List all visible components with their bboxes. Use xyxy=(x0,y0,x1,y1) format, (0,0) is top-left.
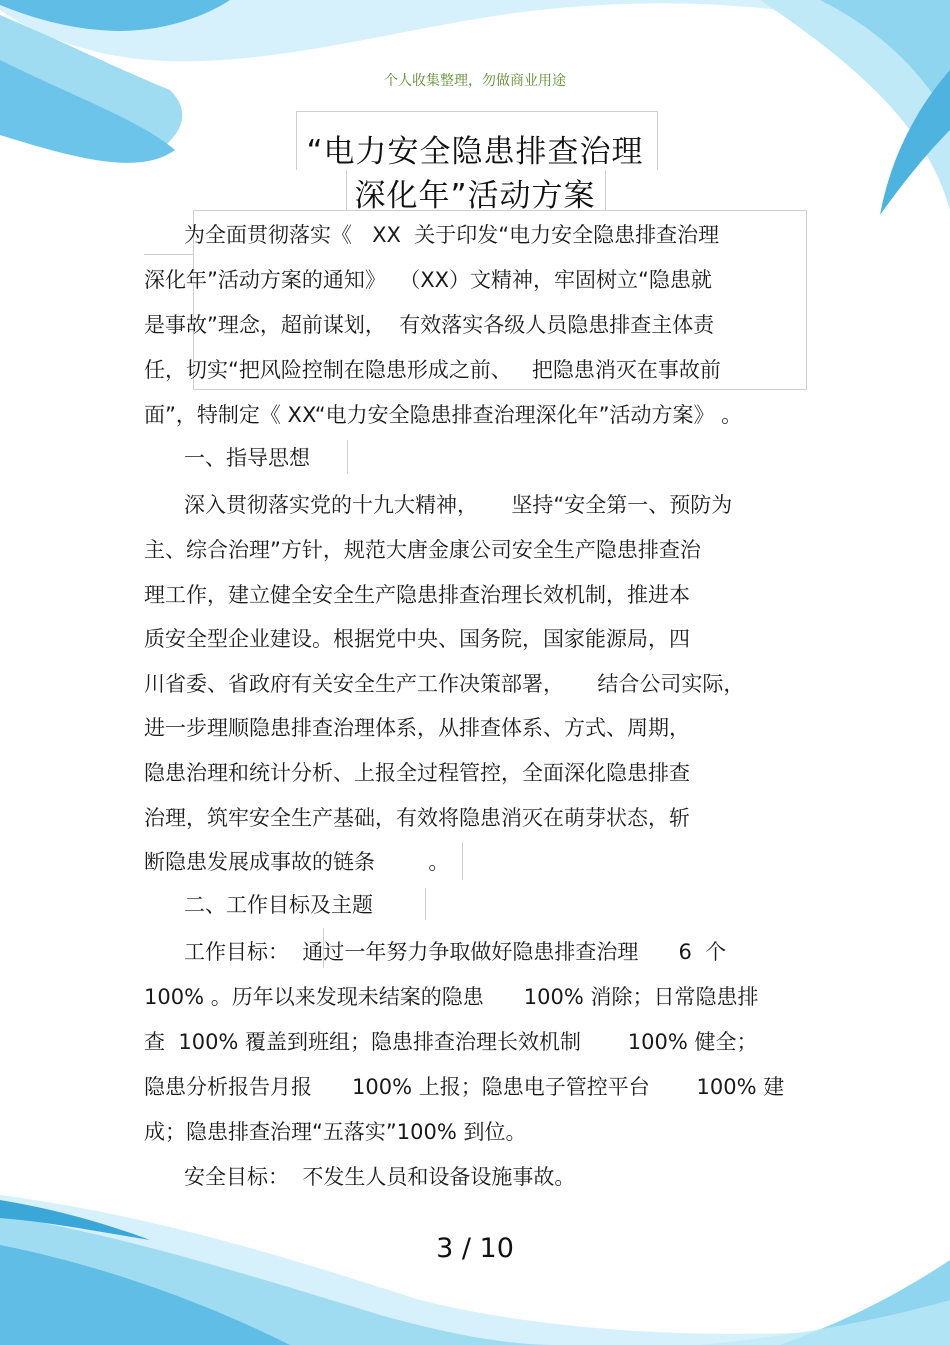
body-line: 质安全型企业建设。根据党中央、国务院，国家能源局，四 xyxy=(144,627,690,651)
body-line: 治理，筑牢安全生产基础，有效将隐患消灭在萌芽状态，斩 xyxy=(144,806,690,830)
body-line: 深入贯彻落实党的十九大精神， 坚持“安全第一、预防为 xyxy=(144,493,733,517)
body-line: 主、综合治理”方针，规范大唐金康公司安全生产隐患排查治 xyxy=(144,538,701,562)
document-title-line-2: 深化年”活动方案 xyxy=(354,178,596,214)
body-line: 理工作，建立健全安全生产隐患排查治理长效机制，推进本 xyxy=(144,583,690,607)
document-title-line-1: “电力安全隐患排查治理 xyxy=(306,134,644,170)
body-line: 工作目标： 通过一年努力争取做好隐患排查治理 6 个 xyxy=(144,940,727,964)
body-line: 隐患分析报告月报 100% 上报；隐患电子管控平台 100% 建 xyxy=(144,1075,785,1099)
body-line: 100% 。历年以来发现未结案的隐患 100% 消除；日常隐患排 xyxy=(144,985,759,1009)
body-line: 深化年”活动方案的通知》 （XX）文精神，牢固树立“隐患就 xyxy=(144,268,712,292)
body-line: 进一步理顺隐患排查治理体系，从排查体系、方式、周期， xyxy=(144,716,690,740)
body-line: 查 100% 覆盖到班组；隐患排查治理长效机制 100% 健全； xyxy=(144,1030,758,1054)
header-note: 个人收集整理，勿做商业用途 xyxy=(384,73,566,89)
body-line: 面”，特制定《 XX“电力安全隐患排查治理深化年”活动方案》 。 xyxy=(144,403,743,427)
body-line: 断隐患发展成事故的链条 。 xyxy=(144,850,450,874)
body-line: 是事故”理念，超前谋划， 有效落实各级人员隐患排查主体责 xyxy=(144,313,715,337)
section-heading-guiding-thought: 一、指导思想 xyxy=(144,446,311,470)
page-number: 3 / 10 xyxy=(436,1233,514,1264)
section-heading-goals: 二、工作目标及主题 xyxy=(144,893,374,917)
body-line: 任，切实“把风险控制在隐患形成之前、 把隐患消灭在事故前 xyxy=(144,358,721,382)
body-line: 安全目标： 不发生人员和设备设施事故。 xyxy=(144,1165,576,1189)
body-line: 隐患治理和统计分析、上报全过程管控，全面深化隐患排查 xyxy=(144,761,690,785)
body-line: 川省委、省政府有关安全生产工作决策部署， 结合公司实际， xyxy=(144,672,745,696)
body-line: 成；隐患排查治理“五落实”100% 到位。 xyxy=(144,1120,527,1144)
body-line: 为全面贯彻落实《 XX 关于印发“电力安全隐患排查治理 xyxy=(144,223,720,247)
